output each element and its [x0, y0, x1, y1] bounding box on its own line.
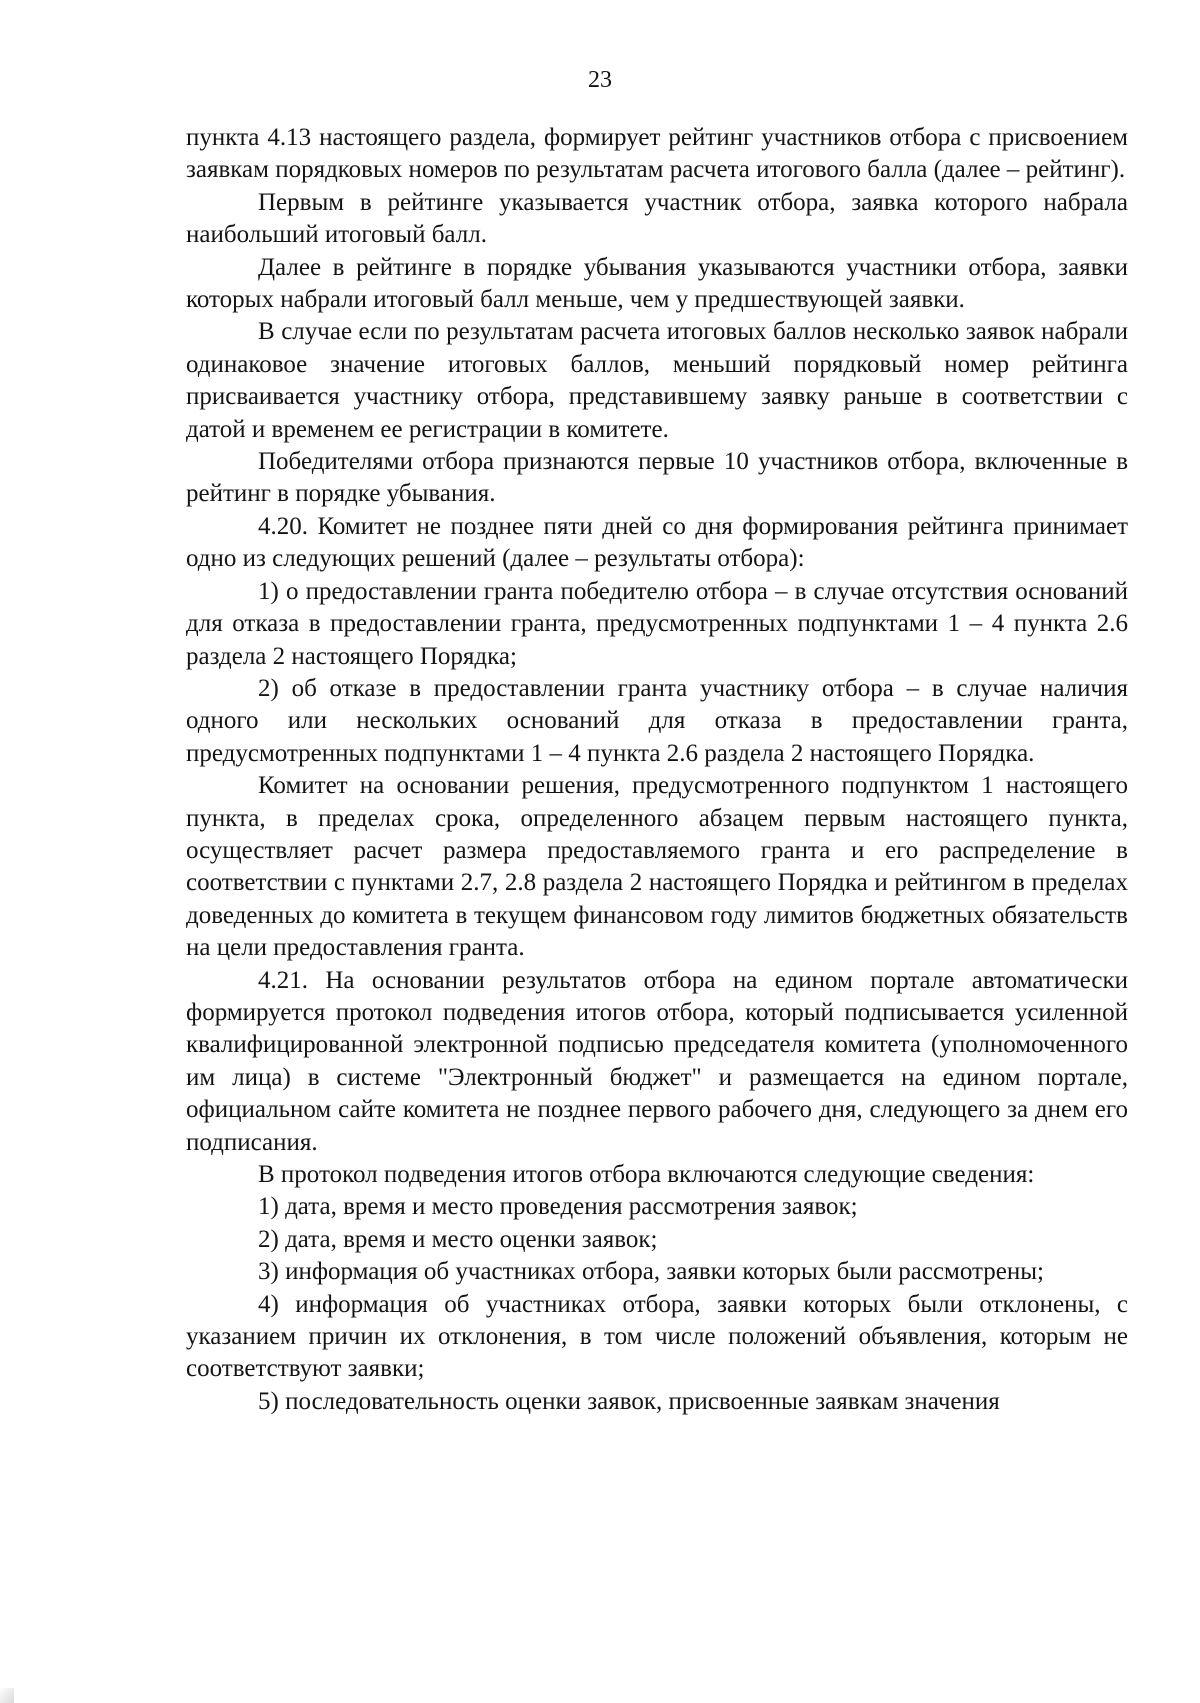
paragraph: Далее в рейтинге в порядке убывания указываются участники отбора, заявки которых набрали итоговый балл меньше, чем у предшествующей заявки.: [186, 253, 1128, 314]
list-item: 1) о предоставлении гранта победителю отбора – в случае отсутствия оснований для отказа в предоставлении гранта, предусмотренных подпунктами 1 – 4 пункта 2.6 раздела 2 настоящего Порядка;: [186, 577, 1128, 670]
paragraph: Комитет на основании решения, предусмотренного подпунктом 1 настоящего пункта, в пределах срока, определенного абзацем первым настоящего пункта, осуществляет расчет размера предоставляемого гранта и его распределение в соответствии с пунктами 2.7, 2.8 раздела 2 настоящего Порядка и рейтингом в пределах доведенных до комитета в текущем финансовом году лимитов бюджетных обязательств на цели предоставления гранта.: [186, 772, 1128, 962]
list-item: 5) последовательность оценки заявок, присвоенные заявкам значения: [258, 1387, 1000, 1415]
list-item: 3) информация об участниках отбора, заявки которых были рассмотрены;: [258, 1258, 1044, 1286]
paragraph: Победителями отбора признаются первые 10 участников отбора, включенные в рейтинг в порядке убывания.: [186, 448, 1128, 508]
page-number: 23: [588, 67, 612, 93]
list-item: 4) информация об участниках отбора, заявки которых были отклонены, с указанием причин их отклонения, в том числе положений объявления, которым не соответствуют заявки;: [186, 1290, 1128, 1383]
paragraph: 4.20. Комитет не позднее пяти дней со дня формирования рейтинга принимает одно из следующих решений (далее – результаты отбора):: [186, 512, 1128, 573]
list-item: 2) об отказе в предоставлении гранта участнику отбора – в случае наличия одного или нескольких оснований для отказа в предоставлении гранта, предусмотренных подпунктами 1 – 4 пункта 2.6 раздела 2 настоящего Порядка.: [186, 674, 1128, 767]
paragraph: пункта 4.13 настоящего раздела, формирует рейтинг участников отбора с присвоением заявкам порядковых номеров по результатам расчета итогового балла (далее – рейтинг).: [186, 124, 1128, 184]
paragraph: В протокол подведения итогов отбора включаются следующие сведения:: [258, 1161, 1035, 1188]
scan-edge-mark: [0, 1688, 14, 1703]
document-body: [186, 122, 1128, 1418]
list-item: 2) дата, время и место оценки заявок;: [258, 1225, 658, 1253]
paragraph: В случае если по результатам расчета итоговых баллов несколько заявок набрали одинаковое значение итоговых баллов, меньший порядковый номер рейтинга присваивается участнику отбора, представившему заявку раньше в соответствии с датой и временем ее регистрации в комитете.: [186, 318, 1128, 443]
list-item: 1) дата, время и место проведения рассмотрения заявок;: [258, 1193, 858, 1221]
paragraph: Первым в рейтинге указывается участник отбора, заявка которого набрала наибольший итоговый балл.: [186, 188, 1128, 249]
paragraph: 4.21. На основании результатов отбора на едином портале автоматически формируется протокол подведения итогов отбора, который подписывается усиленной квалифицированной электронной подписью председателя комитета (уполномоченного им лица) в системе "Электронный бюджет" и размещается на едином портале, официальном сайте комитета не позднее первого рабочего дня, следующего за днем его подписания.: [186, 966, 1128, 1156]
